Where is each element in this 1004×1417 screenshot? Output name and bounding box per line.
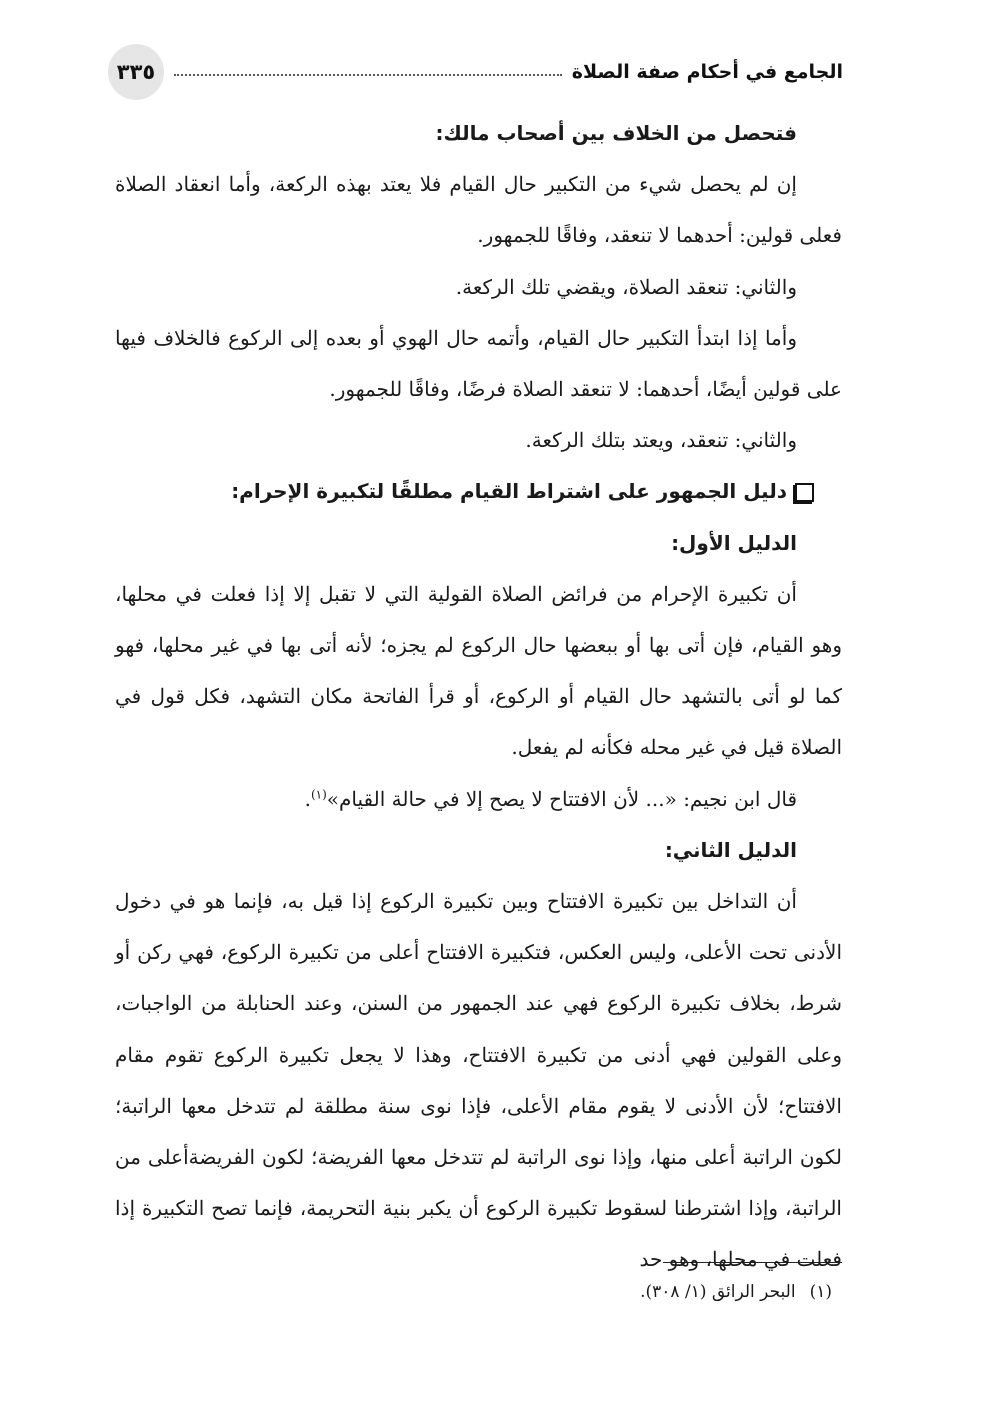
square-bullet-icon xyxy=(795,483,814,502)
paragraph: إن لم يحصل شيء من التكبير حال القيام فلا يعتد بهذه الركعة، وأما انعقاد الصلاة فعلى قولين: أحدهما لا تنعقد، وفاقًا للجمهور. xyxy=(115,172,842,248)
first-evidence-heading: الدليل الأول: xyxy=(671,530,797,555)
section-heading: فتحصل من الخلاف بين أصحاب مالك: xyxy=(435,121,797,145)
footnote-number: (١) xyxy=(809,1282,832,1302)
book-title: الجامع في أحكام صفة الصلاة xyxy=(571,61,843,83)
paragraph: والثاني: تنعقد الصلاة، ويقضي تلك الركعة. xyxy=(455,274,797,299)
quote-end: . xyxy=(304,786,311,811)
paragraph: أن التداخل بين تكبيرة الافتتاح وبين تكبيرة الركوع إذا قيل به، فإنما هو في دخول الأدنى تحت الأعلى، وليس العكس، فتكبيرة الافتتاح أعلى من تكبيرة الركوع، فهي ركن أو شرط، بخلاف تكبيرة الركوع فهي عند الجمهور من السنن، وعند الحنابلة من الواجبات، وعلى القولين فهي أدنى من تكبيرة الافتتاح، وهذا لا يجعل تكبيرة الركوع تقوم مقام الافتتاح؛ لأن الأدنى لا يقوم مقام الأعلى، فإذا نوى سنة مطلقة لم تتدخل معها الراتبة؛ لكون الراتبة أعلى منها، وإذا نوى الراتبة لم تتدخل معها الفريضة؛ لكون الفريضةأعلى من الراتبة، وإذا اشترطنا لسقوط تكبيرة الركوع أن يكبر بنية التحريمة، فإنما تصح التكبيرة إذا فعلت في محلها، وهو حد xyxy=(115,889,842,1272)
paragraph: وأما إذا ابتدأ التكبير حال القيام، وأتمه حال الهوي أو بعده إلى الركوع فالخلاف فيها على قولين أيضًا، أحدهما: لا تنعقد الصلاة فرضًا، وفاقًا للجمهور. xyxy=(115,325,842,402)
paragraph: والثاني: تنعقد، ويعتد بتلك الركعة. xyxy=(525,428,797,453)
evidence-heading-text: دليل الجمهور على اشتراط القيام مطلقًا لتكبيرة الإحرام: xyxy=(231,479,787,504)
evidence-heading xyxy=(115,466,842,517)
second-evidence-heading: الدليل الثاني: xyxy=(664,837,797,862)
page-number-badge: ٣٣٥ xyxy=(108,44,164,100)
footnote-separator xyxy=(663,1262,842,1263)
footnote xyxy=(115,1274,842,1310)
quote-text: قال ابن نجيم: «... لأن الافتتاح لا يصح إلا في حالة القيام» xyxy=(326,786,797,811)
paragraph: أن تكبيرة الإحرام من فرائض الصلاة القولية التي لا تقبل إلا إذا فعلت في محلها، وهو القيام، فإن أتى بها أو ببعضها حال الركوع لم يجزه؛ لأنه أتى بها في غير محلها، فهو كما لو أتى بالتشهد حال القيام أو الركوع، أو قرأ الفاتحة مكان التشهد، فكل قول في الصلاة قيل في غير محله فكأنه لم يفعل. xyxy=(115,581,842,760)
main-text xyxy=(115,108,842,1286)
footnote-reference[interactable]: (١) xyxy=(310,786,327,801)
quote-paragraph xyxy=(115,774,842,825)
header-leader-dots xyxy=(174,74,562,76)
running-header xyxy=(108,44,843,100)
footnote-text: البحر الرائق (١/ ٣٠٨). xyxy=(640,1282,796,1302)
